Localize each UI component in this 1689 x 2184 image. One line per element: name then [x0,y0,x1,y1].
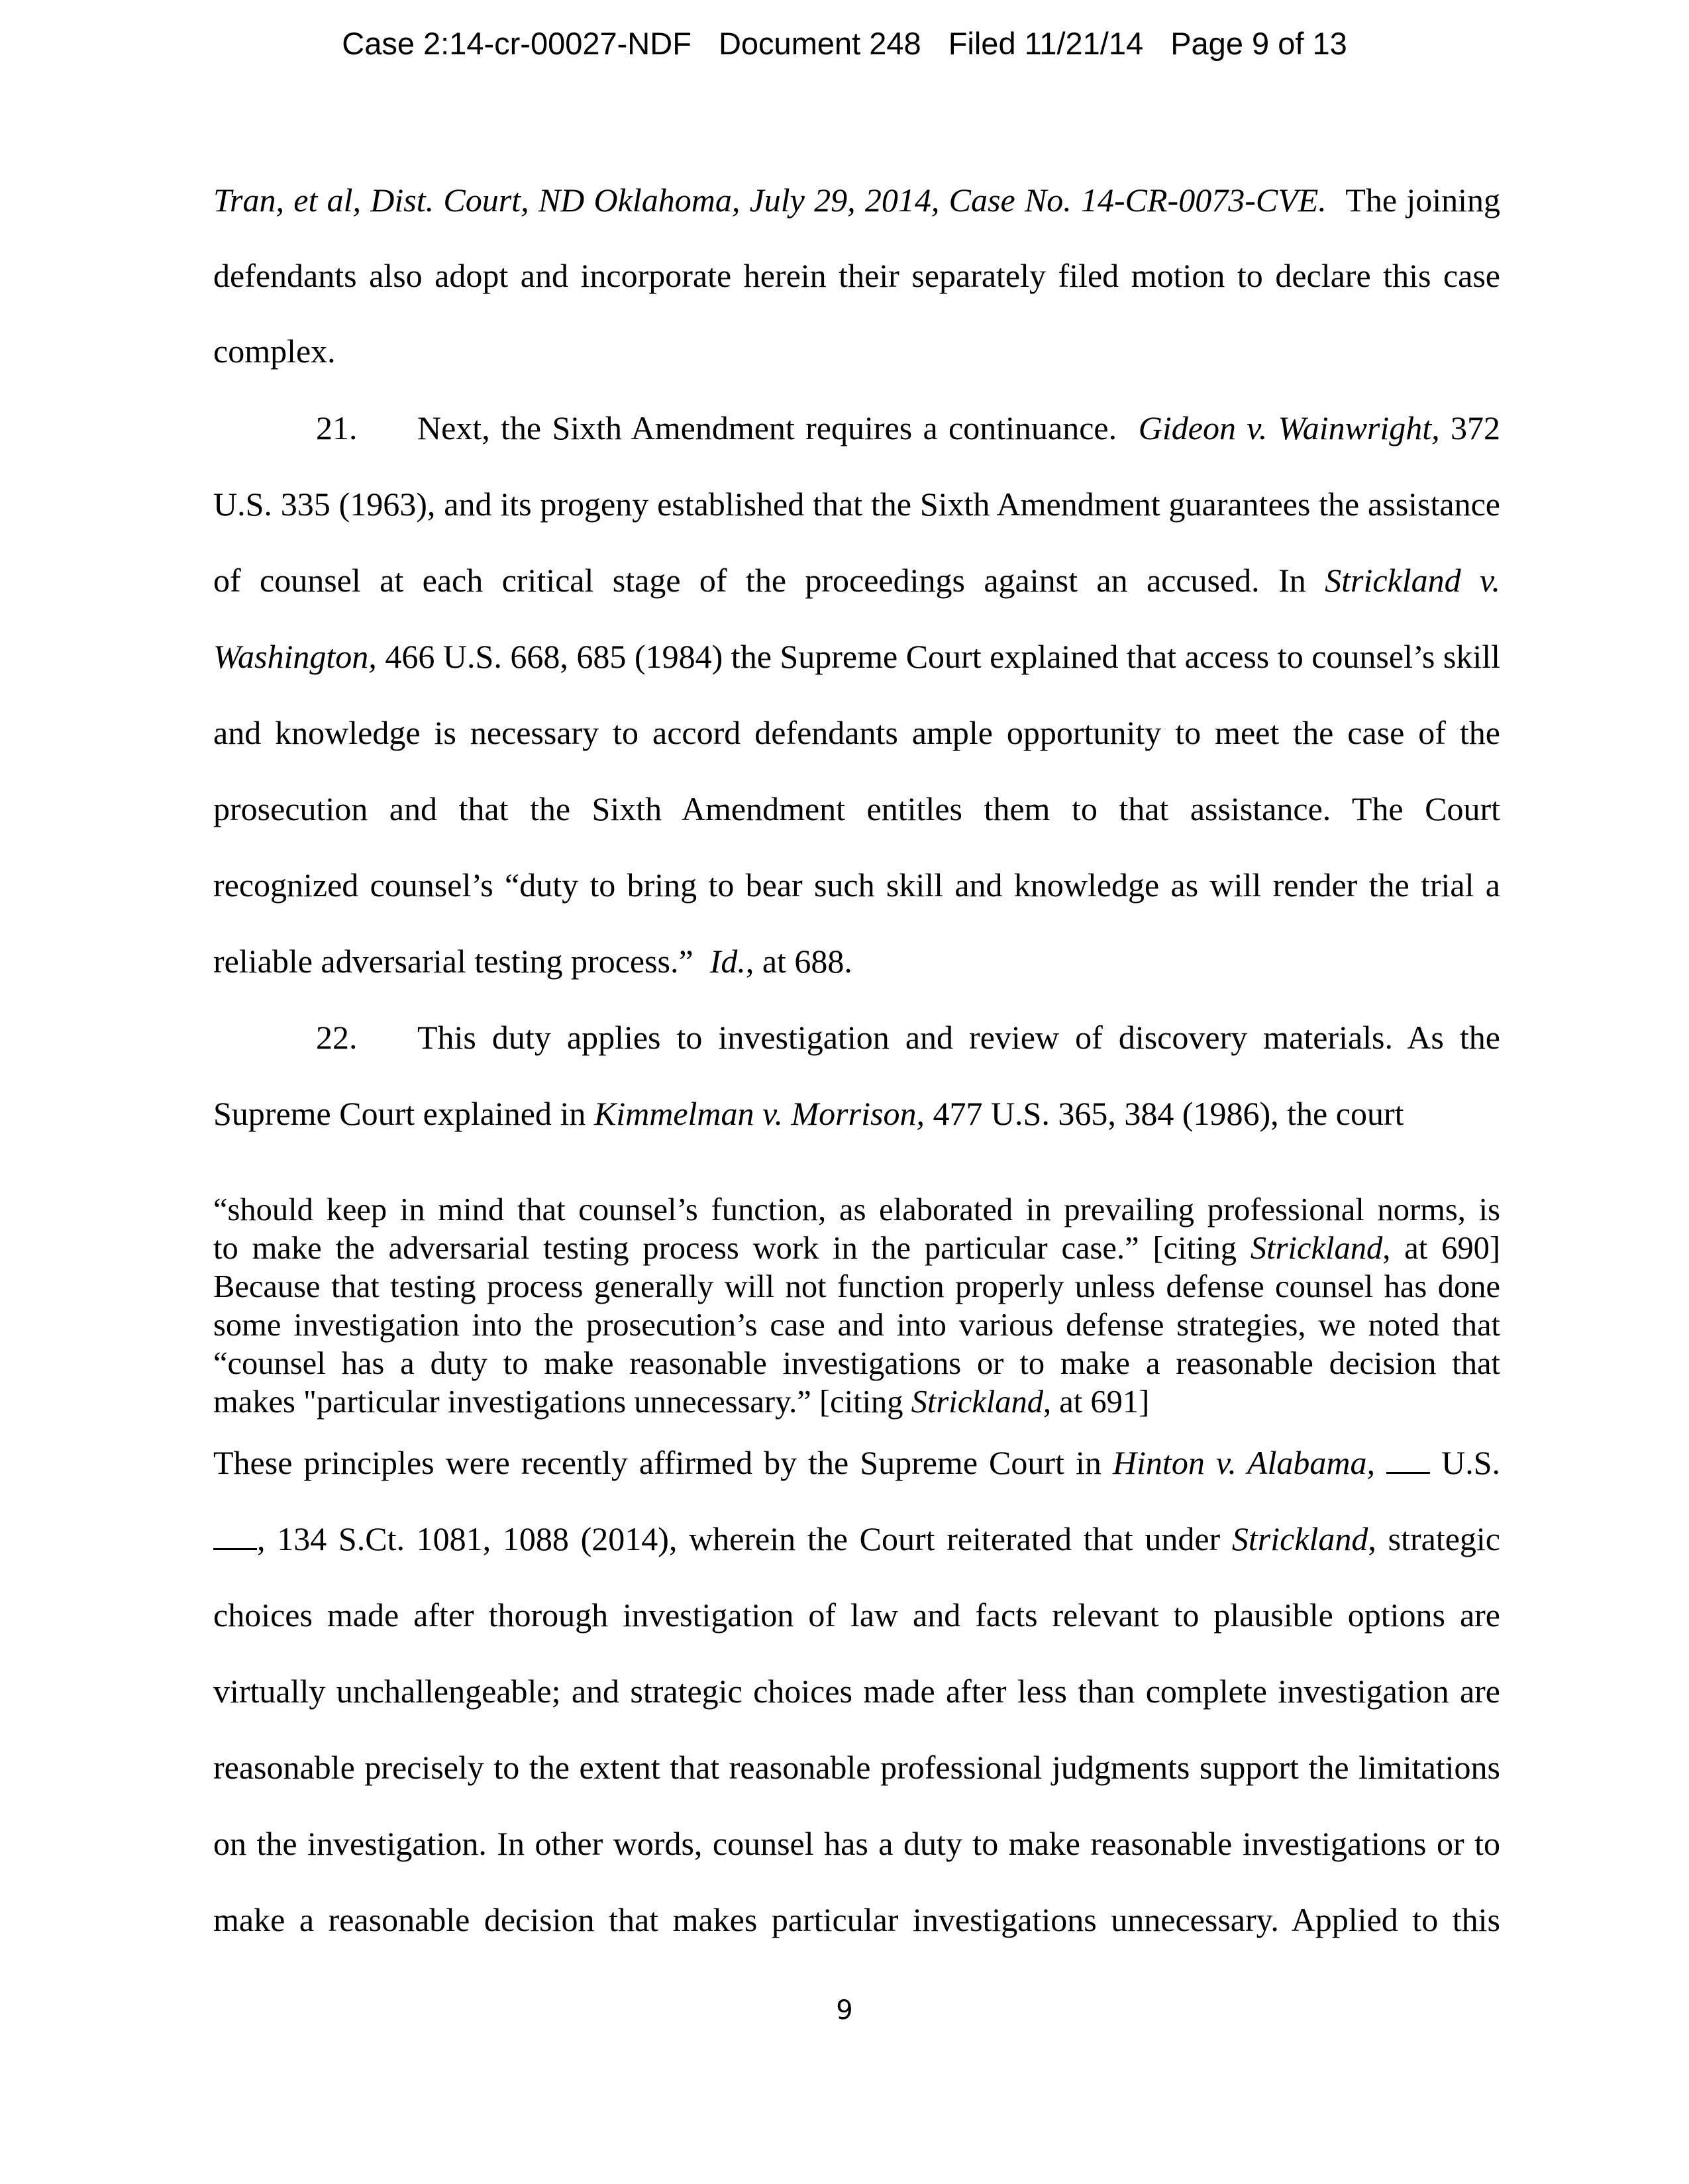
text: to make the adversarial testing process work in the particular case.” [citing [213,1231,1237,1266]
para-22-line-2 [213,1094,1500,1133]
text: , at 688. [745,943,852,980]
text: These principles were recently affirmed by the Supreme Court in [213,1444,1101,1481]
para-21-line-4 [213,637,1500,676]
para-21-line-7: recognized counsel’s “duty to bring to bear such skill and knowledge as will render the trial a [213,866,1500,904]
text: Supreme Court explained in [213,1095,586,1132]
filed-date: Filed 11/21/14 [948,26,1144,61]
kimmelman-citation: Kimmelman v. Morrison, [593,1095,925,1132]
hinton-citation: Hinton v. Alabama, [1112,1444,1376,1481]
hinton-line-3: choices made after thorough investigation of law and facts relevant to plausible options are [213,1596,1500,1634]
hinton-line-1 [213,1443,1500,1482]
paragraph-number-22: 22. [316,1019,358,1056]
hinton-line-4: virtually unchallengeable; and strategic choices made after less than complete investigation are [213,1673,1500,1710]
blank-page [213,1523,257,1550]
tran-citation: Tran, et al, Dist. Court, ND Oklahoma, July 29, 2014, Case No. 14-CR-0073-CVE. [213,182,1327,219]
blank-volume [1386,1447,1430,1474]
text: , 134 S.Ct. 1081, 1088 (2014), wherein the Court reiterated that under [257,1520,1221,1557]
continuation-line-1 [213,180,1500,220]
text: 477 U.S. 365, 384 (1986), the court [933,1095,1404,1132]
strickland-citation: Strickland [1250,1231,1383,1266]
quote-line-1: “should keep in mind that counsel’s function, as elaborated in prevailing professional norms, is [213,1192,1500,1227]
para-21-line-2: U.S. 335 (1963), and its progeny established that the Sixth Amendment guarantees the assistance [213,486,1500,523]
text: The joining [1345,182,1500,219]
quote-line-2 [213,1229,1500,1268]
document-number: Document 248 [718,26,921,61]
washington-citation: Washington, [213,638,377,675]
quote-line-6 [213,1383,1500,1422]
text: , at 691] [1043,1384,1150,1420]
ecf-header [0,25,1689,62]
para-22-line-1 [213,1017,1500,1057]
strickland-citation: Strickland v. [1325,562,1500,599]
hinton-line-6: on the investigation. In other words, counsel has a duty to make reasonable investigations or to [213,1825,1500,1862]
continuation-line-3: complex. [213,333,336,370]
text: Next, the Sixth Amendment requires a continuance. [417,409,1117,446]
hinton-line-7: make a reasonable decision that makes particular investigations unnecessary. Applied to this [213,1901,1500,1938]
text: This duty applies to investigation and review of discovery materials. As the [417,1019,1500,1056]
para-21-line-6: prosecution and that the Sixth Amendment entitles them to that assistance. The Court [213,790,1500,827]
para-21-line-5: and knowledge is necessary to accord defendants ample opportunity to meet the case of the [213,714,1500,751]
text: 466 U.S. 668, 685 (1984) the Supreme Court explained that access to counsel’s skill [385,638,1500,675]
text: 372 [1451,409,1501,446]
text: makes "particular investigations unnecessary.” [citing [213,1384,903,1420]
case-number: Case 2:14-cr-00027-NDF [342,26,691,61]
text: reliable adversarial testing process.” [213,943,693,980]
para-21-line-3 [213,560,1500,600]
quote-line-4: some investigation into the prosecution’s case and into various defense strategies, we noted that [213,1308,1500,1343]
page-number: 9 [836,1995,853,2026]
hinton-line-5: reasonable precisely to the extent that reasonable professional judgments support the limitations [213,1749,1500,1786]
id-citation: Id. [709,943,746,980]
para-21-line-8 [213,941,1500,981]
continuation-line-2: defendants also adopt and incorporate herein their separately filed motion to declare this case [213,257,1500,294]
text: U.S. [1441,1444,1501,1481]
quote-line-3: Because that testing process generally will not function properly unless defense counsel has done [213,1269,1500,1304]
page-indicator: Page 9 of 13 [1170,26,1347,61]
para-21-line-1 [213,408,1500,448]
gideon-citation: Gideon v. Wainwright, [1138,409,1440,446]
hinton-line-2 [213,1519,1500,1559]
paragraph-number-21: 21. [316,409,358,446]
strickland-citation: Strickland [911,1384,1044,1420]
quote-line-5: “counsel has a duty to make reasonable investigations or to make a reasonable decision that [213,1346,1500,1381]
text: , strategic [1368,1520,1500,1557]
text: , at 690] [1382,1231,1501,1266]
text: of counsel at each critical stage of the proceedings against an accused. In [213,562,1306,599]
strickland-citation: Strickland [1231,1520,1368,1557]
